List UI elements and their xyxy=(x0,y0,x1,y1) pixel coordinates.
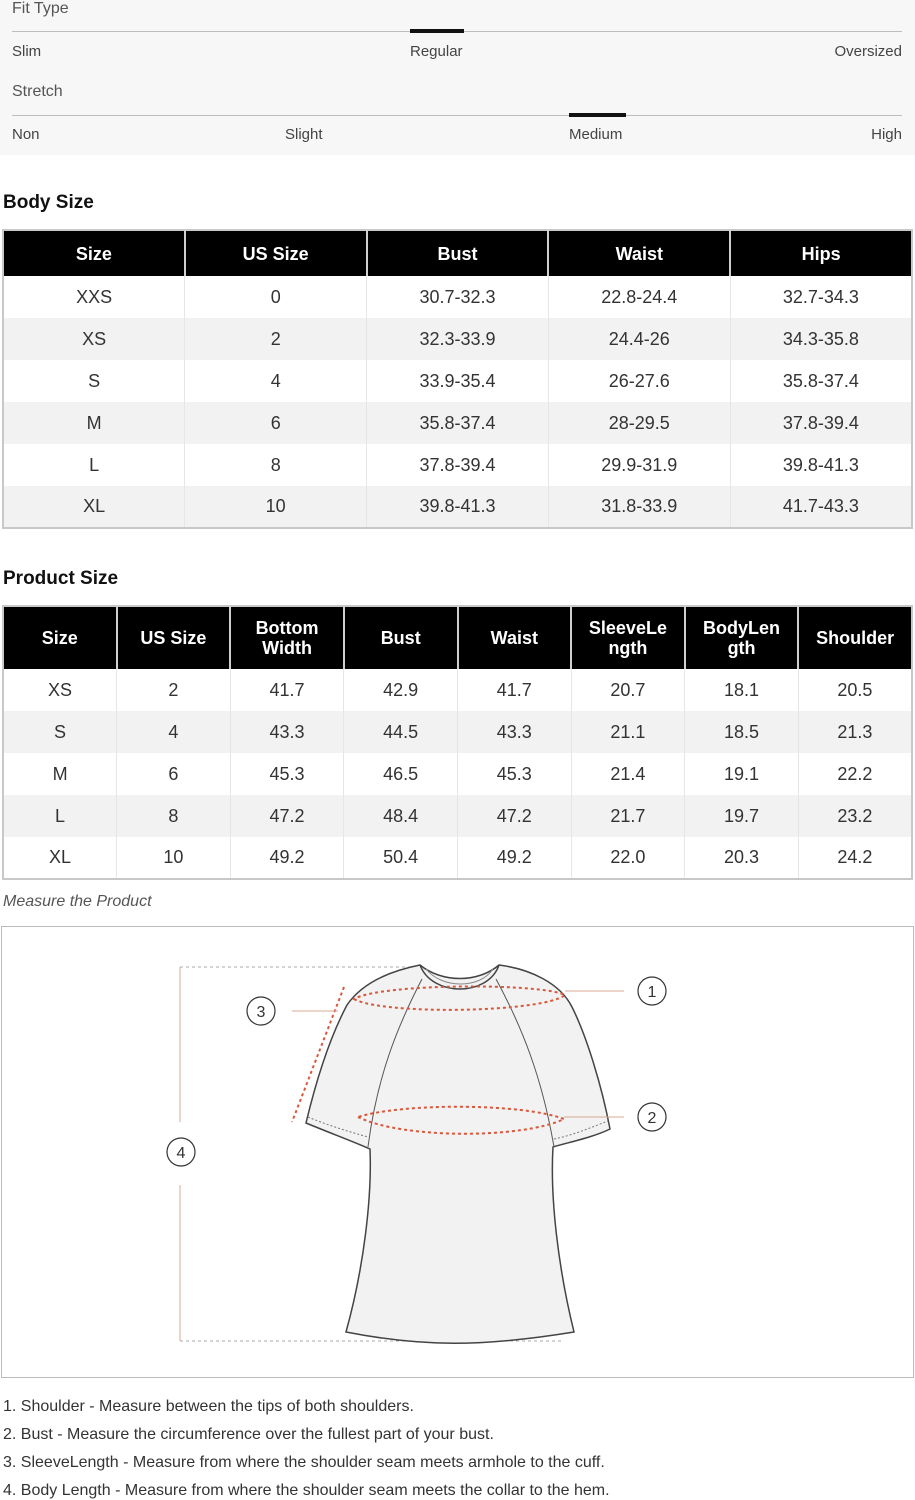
body-size-cell: 37.8-39.4 xyxy=(730,402,912,444)
body-size-table xyxy=(2,229,913,529)
product-size-cell: 46.5 xyxy=(344,753,458,795)
body-size-cell: 33.9-35.4 xyxy=(367,360,549,402)
body-size-cell: 32.7-34.3 xyxy=(782,286,859,307)
fit-stretch-panel xyxy=(0,0,915,155)
product-size-cell: 18.5 xyxy=(685,711,799,753)
stretch-title: Stretch xyxy=(12,83,63,100)
product-size-header-6-line-0: BodyLen xyxy=(703,618,781,638)
table-row xyxy=(3,360,912,402)
marker-2 xyxy=(638,1103,666,1131)
marker-1 xyxy=(638,977,666,1005)
product-size-header-2-line-0: Bottom xyxy=(255,618,319,638)
table-row xyxy=(3,711,912,753)
product-size-header-3-line-0: Bust xyxy=(380,628,421,648)
stretch-option-non: Non xyxy=(12,126,40,143)
body-size-header-2-line-0: Bust xyxy=(437,243,478,264)
product-size-cell: 48.4 xyxy=(344,795,458,837)
product-size-cell: 19.1 xyxy=(685,753,799,795)
body-size-header-4 xyxy=(730,230,912,276)
product-size-cell: 50.4 xyxy=(344,837,458,879)
body-size-cell: XS xyxy=(3,318,185,360)
product-size-cell: 24.2 xyxy=(837,847,873,867)
product-size-cell: 21.3 xyxy=(798,711,912,753)
product-size-cell: 4 xyxy=(117,711,231,753)
body-size-cell: 22.8-24.4 xyxy=(548,276,730,318)
body-size-cell: XXS xyxy=(3,276,185,318)
product-size-cell: 22.0 xyxy=(571,837,685,879)
product-size-header-0 xyxy=(3,606,117,669)
product-size-header-3 xyxy=(344,606,458,669)
body-size-header-2 xyxy=(367,230,549,276)
product-size-cell: M xyxy=(3,753,117,795)
marker-4-label: 4 xyxy=(176,1145,186,1162)
note-bust: 2. Bust - Measure the circumference over the fullest part of your bust. xyxy=(3,1426,494,1443)
fit-option-slim: Slim xyxy=(12,43,42,60)
product-size-header-5-line-0: SleeveLe xyxy=(588,618,667,638)
body-size-cell: XL xyxy=(3,486,185,528)
product-size-cell: XL xyxy=(3,837,117,879)
product-size-cell: 19.7 xyxy=(685,795,799,837)
product-size-cell: 45.3 xyxy=(230,753,344,795)
table-row xyxy=(3,276,912,318)
marker-3 xyxy=(247,997,275,1025)
body-size-cell: 41.7-43.3 xyxy=(730,486,912,528)
product-size-cell: 21.4 xyxy=(571,753,685,795)
product-size-cell: 8 xyxy=(117,795,231,837)
product-size-cell: 20.3 xyxy=(685,837,799,879)
product-size-cell: 44.5 xyxy=(344,711,458,753)
product-size-cell: 47.2 xyxy=(230,795,344,837)
body-size-cell: 39.8-41.3 xyxy=(782,454,859,475)
body-size-header-0-line-0: Size xyxy=(75,243,112,264)
note-body-length: 4. Body Length - Measure from where the shoulder seam meets the collar to the hem. xyxy=(3,1482,610,1499)
product-size-cell: 10 xyxy=(117,837,231,879)
product-size-header-7-line-0: Shoulder xyxy=(816,628,895,648)
fit-type-indicator xyxy=(410,29,464,33)
product-size-cell: 47.2 xyxy=(458,795,572,837)
table-header-row xyxy=(3,230,912,276)
body-size-cell: 35.8-37.4 xyxy=(367,402,549,444)
body-size-cell: 10 xyxy=(185,486,367,528)
product-size-table xyxy=(2,605,913,880)
table-row xyxy=(3,318,912,360)
product-size-cell: XS xyxy=(3,669,117,711)
product-size-cell: 41.7 xyxy=(230,669,344,711)
product-size-cell: 23.2 xyxy=(798,795,912,837)
product-size-header-0-line-0: Size xyxy=(41,628,78,648)
body-size-cell: 4 xyxy=(185,360,367,402)
product-size-cell: L xyxy=(3,795,117,837)
body-size-cell: 32.3-33.9 xyxy=(367,318,549,360)
marker-4 xyxy=(167,1138,195,1166)
product-size-cell: 2 xyxy=(117,669,231,711)
body-size-cell: 29.9-31.9 xyxy=(548,444,730,486)
product-size-cell: 41.7 xyxy=(458,669,572,711)
body-size-header-4-line-0: Hips xyxy=(801,243,841,264)
fit-type-title: Fit Type xyxy=(12,0,69,17)
body-size-cell: 31.8-33.9 xyxy=(548,486,730,528)
body-size-cell: 35.8-37.4 xyxy=(782,370,859,391)
body-size-cell: 39.8-41.3 xyxy=(367,486,549,528)
product-size-header-6-line-1: gth xyxy=(727,638,756,658)
product-size-header-4-line-0: Waist xyxy=(490,628,538,648)
table-row xyxy=(3,837,912,879)
table-row xyxy=(3,402,912,444)
body-size-cell: 0 xyxy=(185,276,367,318)
body-size-header-1 xyxy=(185,230,367,276)
product-size-cell: 6 xyxy=(117,753,231,795)
product-size-header-4 xyxy=(458,606,572,669)
table-row xyxy=(3,669,912,711)
product-size-cell: 21.7 xyxy=(571,795,685,837)
tshirt-diagram-svg xyxy=(2,927,915,1379)
product-size-header-2 xyxy=(230,606,344,669)
body-size-cell: 8 xyxy=(185,444,367,486)
table-row xyxy=(3,753,912,795)
product-size-cell: 20.7 xyxy=(571,669,685,711)
body-size-cell: 28-29.5 xyxy=(548,402,730,444)
body-size-header-1-line-0: US Size xyxy=(242,243,309,264)
marker-1-label: 1 xyxy=(647,984,657,1001)
product-size-header-5-line-1: ngth xyxy=(608,638,648,658)
product-size-cell: 43.3 xyxy=(230,711,344,753)
product-size-header-7 xyxy=(798,606,912,669)
body-size-cell: L xyxy=(3,444,185,486)
measure-notes xyxy=(3,1393,908,1500)
product-size-header-1-line-0: US Size xyxy=(140,628,207,648)
product-size-header-1 xyxy=(117,606,231,669)
body-size-cell: 24.4-26 xyxy=(548,318,730,360)
product-size-cell: 49.2 xyxy=(458,837,572,879)
stretch-option-high: High xyxy=(871,126,902,143)
stretch-indicator xyxy=(569,113,626,117)
fit-option-regular: Regular xyxy=(410,43,463,60)
body-size-header-3-line-0: Waist xyxy=(615,243,663,264)
body-size-header-3 xyxy=(548,230,730,276)
body-size-cell: 2 xyxy=(185,318,367,360)
marker-2-label: 2 xyxy=(647,1110,657,1127)
stretch-option-medium: Medium xyxy=(569,126,623,143)
product-size-cell: 43.3 xyxy=(458,711,572,753)
product-size-header-6 xyxy=(685,606,799,669)
product-size-cell: 20.5 xyxy=(837,679,873,700)
measure-caption: Measure the Product xyxy=(3,893,152,910)
body-size-cell: S xyxy=(3,360,185,402)
table-row xyxy=(3,486,912,528)
body-size-header-0 xyxy=(3,230,185,276)
measure-diagram xyxy=(1,926,914,1378)
body-size-cell: M xyxy=(3,402,185,444)
body-size-cell: 6 xyxy=(185,402,367,444)
product-size-cell: 49.2 xyxy=(230,837,344,879)
table-row xyxy=(3,444,912,486)
note-sleeve-length: 3. SleeveLength - Measure from where the shoulder seam meets armhole to the cuff. xyxy=(3,1454,605,1471)
table-header-row xyxy=(3,606,912,669)
product-size-cell: 18.1 xyxy=(685,669,799,711)
body-size-heading: Body Size xyxy=(3,192,94,213)
table-row xyxy=(3,795,912,837)
product-size-cell: 22.2 xyxy=(837,763,873,784)
stretch-option-slight: Slight xyxy=(285,126,323,143)
body-size-cell: 30.7-32.3 xyxy=(367,276,549,318)
product-size-header-5 xyxy=(571,606,685,669)
body-size-cell: 34.3-35.8 xyxy=(730,318,912,360)
product-size-cell: 21.1 xyxy=(571,711,685,753)
product-size-cell: 42.9 xyxy=(344,669,458,711)
body-size-cell: 37.8-39.4 xyxy=(367,444,549,486)
product-size-header-2-line-1: Width xyxy=(262,638,312,658)
body-size-cell: 26-27.6 xyxy=(548,360,730,402)
product-size-cell: 45.3 xyxy=(458,753,572,795)
product-size-heading: Product Size xyxy=(3,568,119,589)
note-shoulder: 1. Shoulder - Measure between the tips of both shoulders. xyxy=(3,1398,414,1415)
tshirt-silhouette xyxy=(306,965,610,1343)
fit-option-oversized: Oversized xyxy=(834,43,902,60)
product-size-cell: S xyxy=(3,711,117,753)
marker-3-label: 3 xyxy=(256,1004,266,1021)
stretch-scale xyxy=(12,115,902,116)
